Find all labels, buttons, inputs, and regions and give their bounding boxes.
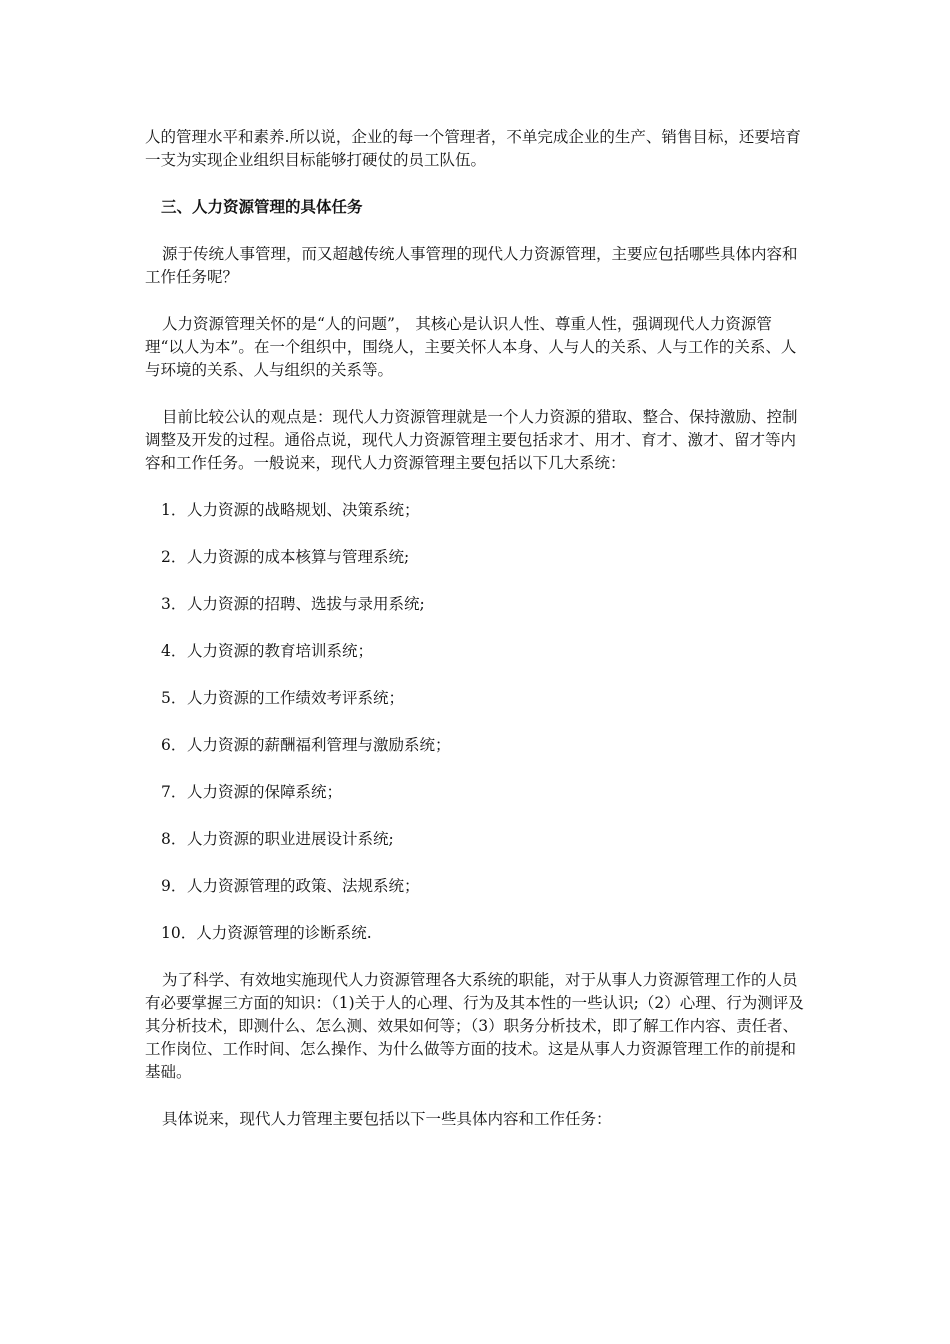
list-number: 4． [161, 642, 187, 660]
list-text: 人力资源的保障系统； [187, 783, 343, 801]
paragraph-5: 具体说来，现代人力管理主要包括以下一些具体内容和工作任务： [162, 1110, 612, 1128]
paragraph-4: 为了科学、有效地实施现代人力资源管理各大系统的职能，对于从事人力资源管理工作的人员有必要掌握三方面的知识：（1)关于人的心理、行为及其本性的一些认识;（2）心理、行为测评及其分析技术，即测什么、怎么测、效果如何等；（3）职务分析技术，即了解工作内容、责任者、工作岗位、工作时间、怎么操作、为什么做等方面的技术。这是从事人力资源管理工作的前提和基础。 [145, 971, 804, 1081]
list-number: 3． [161, 595, 187, 613]
list-text: 人力资源管理的政策、法规系统； [187, 877, 420, 895]
list-item [145, 922, 805, 945]
list-item [145, 499, 805, 522]
list-number: 2． [161, 548, 187, 566]
list-text: 人力资源的战略规划、决策系统； [187, 501, 420, 519]
list-item [145, 734, 805, 757]
list-text: 人力资源的招聘、选拔与录用系统; [187, 595, 425, 613]
intro-paragraph: 人的管理水平和素养.所以说，企业的每一个管理者，不单完成企业的生产、销售目标，还要培育一支为实现企业组织目标能够打硬仗的员工队伍。 [145, 128, 801, 169]
list-item [145, 828, 805, 851]
list-number: 9． [161, 877, 187, 895]
list-number: 7． [161, 783, 187, 801]
list-text: 人力资源的教育培训系统； [187, 642, 374, 660]
paragraph-1: 源于传统人事管理，而又超越传统人事管理的现代人力资源管理，主要应包括哪些具体内容和工作任务呢？ [145, 245, 798, 286]
list-item [145, 875, 805, 898]
list-item [145, 687, 805, 710]
list-text: 人力资源的薪酬福利管理与激励系统； [187, 736, 451, 754]
paragraph-3: 目前比较公认的观点是：现代人力资源管理就是一个人力资源的猎取、整合、保持激励、控制调整及开发的过程。通俗点说，现代人力资源管理主要包括求才、用才、育才、激才、留才等内容和工作任务。一般说来，现代人力资源管理主要包括以下几大系统： [145, 408, 798, 472]
list-text: 人力资源的工作绩效考评系统； [187, 689, 405, 707]
list-number: 10． [161, 924, 197, 942]
list-number: 5． [161, 689, 187, 707]
list-item [145, 781, 805, 804]
document-body [145, 126, 805, 1155]
paragraph-2: 人力资源管理关怀的是“人的问题”， 其核心是认识人性、尊重人性，强调现代人力资源管理“以人为本”。在一个组织中，围绕人，主要关怀人本身、人与人的关系、人与工作的关系、人与环境的关系、人与组织的关系等。 [145, 315, 797, 379]
list-text: 人力资源管理的诊断系统. [196, 924, 372, 942]
list-number: 6． [161, 736, 187, 754]
list-item [145, 546, 805, 569]
list-text: 人力资源的成本核算与管理系统; [187, 548, 410, 566]
system-list [145, 499, 805, 945]
list-number: 8． [161, 830, 187, 848]
list-item [145, 640, 805, 663]
section-heading: 三、人力资源管理的具体任务 [161, 198, 363, 216]
list-number: 1． [161, 501, 187, 519]
list-item [145, 593, 805, 616]
list-text: 人力资源的职业进展设计系统; [187, 830, 394, 848]
